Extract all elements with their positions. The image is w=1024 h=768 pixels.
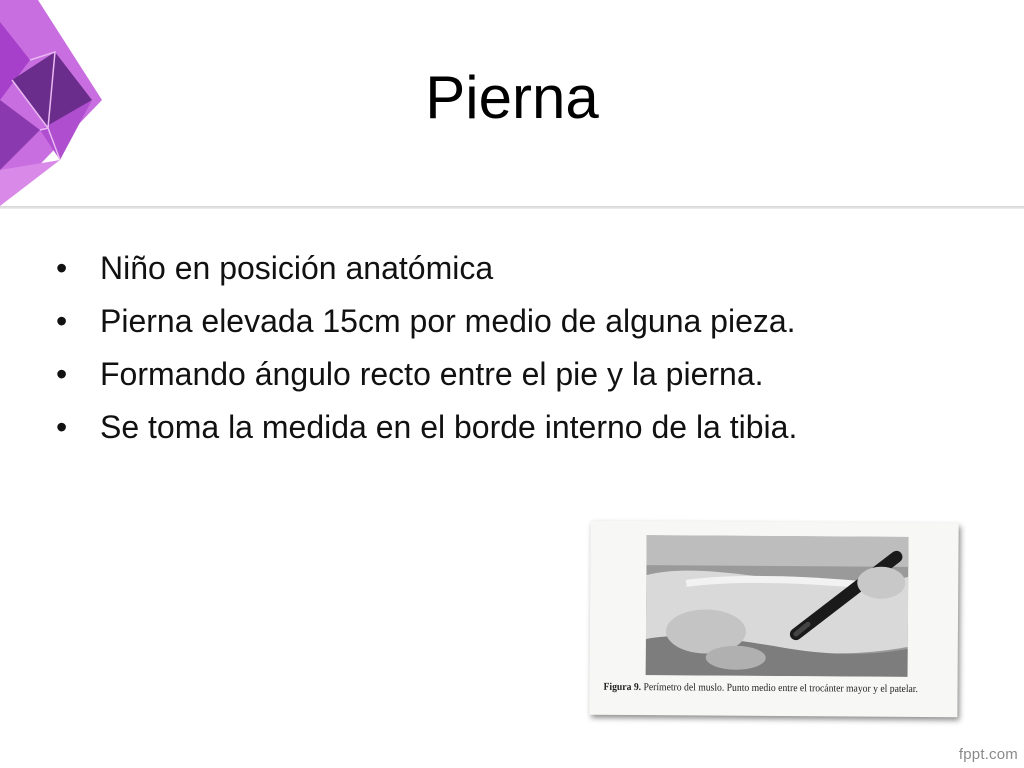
bullet-item (56, 354, 916, 394)
bullet-dot: • (56, 303, 68, 339)
title-divider (0, 206, 1024, 209)
bullet-text: Formando ángulo recto entre el pie y la pierna. (100, 356, 764, 392)
figure-caption-text: Perímetro del muslo. Punto medio entre el trocánter mayor y el patelar. (643, 682, 918, 696)
bullet-item (56, 301, 916, 341)
bullet-dot: • (56, 250, 68, 286)
figure-photo (646, 535, 909, 677)
watermark: fppt.com (958, 746, 1018, 763)
bullet-list (56, 248, 916, 460)
bullet-item (56, 407, 916, 447)
bullet-text: Pierna elevada 15cm por medio de alguna pieza. (100, 303, 796, 339)
bullet-item (56, 248, 916, 288)
bullet-dot: • (56, 356, 68, 392)
slide-title: Pierna (425, 64, 599, 131)
figure-card (589, 521, 958, 718)
bullet-text: Niño en posición anatómica (100, 250, 494, 286)
figure-caption (603, 681, 921, 696)
figure-label: Figura 9. (603, 681, 642, 694)
bullet-text: Se toma la medida en el borde interno de la tibia. (100, 409, 798, 445)
bullet-dot: • (56, 409, 68, 445)
